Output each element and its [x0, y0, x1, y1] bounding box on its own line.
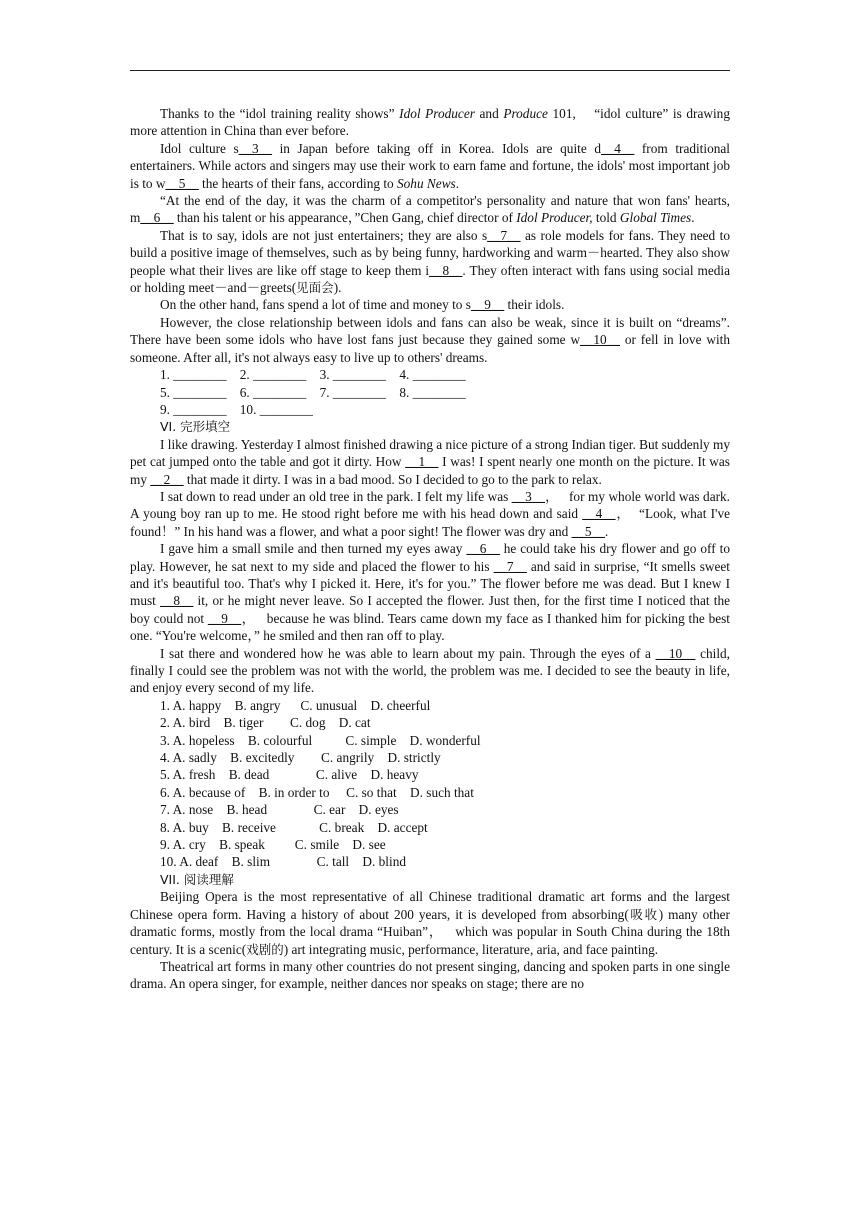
passage1-paragraph-1: Thanks to the “idol training reality shows” Idol Producer and Produce 101, “idol culture” is drawing more attention in China than ever before. [130, 106, 730, 139]
passage1-paragraph-3: “At the end of the day, it was the charm of a competitor's personality and nature that won fans' hearts, m__6__ than his talent or his appearance，”Chen Gang, chief director of Idol Producer, told Global Times. [130, 193, 730, 226]
option-row-4: 4. A. sadly B. excitedly C. angrily D. strictly [160, 750, 441, 766]
answer-blanks-row-1: 1. ________ 2. ________ 3. ________ 4. ________ [160, 367, 466, 383]
cloze-blank-8: __8__ [160, 593, 194, 609]
header-rule [130, 70, 730, 71]
blank-5: __5__ [165, 175, 199, 191]
passage1-paragraph-4: That is to say, idols are not just entertainers; they are also s__7__ as role models for fans. They need to build a positive image of themselves, such as by being funny, hardworking and warm－hearted. They also show people what their lives are like off stage to keep them i__8__. They often interact with fans using social media or holding meet－and－greets(见面会). [130, 227, 731, 296]
option-row-3: 3. A. hopeless B. colourful C. simple D. wonderful [160, 732, 481, 748]
option-row-2: 2. A. bird B. tiger C. dog D. cat [160, 715, 371, 731]
answer-blanks-row-2: 5. ________ 6. ________ 7. ________ 8. ________ [160, 384, 466, 400]
passage1-paragraph-6: However, the close relationship between idols and fans can also be weak, since it is built on “dreams”. There have been some idols who have lost fans just because they gained some w__10__ or fell in love with someone. After all, it's not always easy to live up to others' dreams. [130, 314, 730, 365]
option-row-1: 1. A. happy B. angry C. unusual D. cheerful [160, 697, 431, 713]
answer-blanks-row-3: 9. ________ 10. ________ [160, 401, 313, 417]
option-row-6: 6. A. because of B. in order to C. so that D. such that [160, 784, 474, 800]
option-row-8: 8. A. buy B. receive C. break D. accept [160, 819, 428, 835]
cloze-blank-5: __5__ [571, 523, 605, 539]
option-row-10: 10. A. deaf B. slim C. tall D. blind [160, 854, 406, 870]
cloze-blank-3: __3__ [511, 488, 546, 504]
option-row-5: 5. A. fresh B. dead C. alive D. heavy [160, 767, 419, 783]
cloze-blank-1: __1__ [405, 454, 439, 470]
reading-paragraph-2: Theatrical art forms in many other countries do not present singing, dancing and spoken parts in one single drama. An opera singer, for example, neither dances nor speaks on stage; there are no [130, 958, 730, 992]
blank-6: __6__ [140, 210, 174, 226]
reading-paragraph-1: Beijing Opera is the most representative of all Chinese traditional dramatic art forms and the largest Chinese opera form. Having a history of about 200 years, it is developed from absorbing(吸收) many other dramatic forms, mostly from the local drama “Huiban”， which was popular in South China during the 18th century. It is a scenic(戏剧的) art integrating music, performance, literature, aria, and face painting. [130, 889, 730, 957]
cloze-paragraph-4: I sat there and wondered how he was able to learn about my pain. Through the eyes of a __10__ child, finally I could see the problem was not with the world, the problem was me. I decided to see the beauty in life, and enjoy every second of my life. [130, 645, 730, 696]
section-7-heading: VII. 阅读理解 [160, 871, 234, 887]
cloze-blank-9: __9__ [207, 610, 242, 626]
cloze-blank-6: __6__ [466, 541, 500, 557]
option-row-9: 9. A. cry B. speak C. smile D. see [160, 837, 386, 853]
option-row-7: 7. A. nose B. head C. ear D. eyes [160, 802, 399, 818]
section-6-heading: VI. 完形填空 [160, 419, 231, 435]
cloze-paragraph-1: I like drawing. Yesterday I almost finished drawing a nice picture of a strong Indian tiger. But suddenly my pet cat jumped onto the table and got it dirty. How __1__ I was! I spent nearly one month on the picture. It was my __2__ that made it dirty. I was in a bad mood. So I decided to go to the park to relax. [130, 436, 730, 487]
passage1-paragraph-5: On the other hand, fans spend a lot of time and money to s__9__ their idols. [160, 297, 565, 313]
blank-10: __10__ [580, 332, 620, 348]
document-page [130, 105, 730, 993]
blank-3: __3__ [238, 140, 272, 156]
cloze-blank-10: __10__ [655, 645, 696, 661]
cloze-blank-7: __7__ [493, 558, 527, 574]
cloze-paragraph-2: I sat down to read under an old tree in the park. I felt my life was __3__， for my whole world was dark. A young boy ran up to me. He stood right before me with his head down and said __4__， “Look, what I've found！” In his hand was a flower, and what a poor sight! The flower was dry and __5__. [130, 488, 730, 539]
blank-8: __8__ [429, 262, 463, 278]
blank-7: __7__ [487, 227, 521, 243]
blank-9: __9__ [470, 297, 505, 313]
cloze-blank-2: __2__ [150, 471, 184, 487]
cloze-blank-4: __4__ [582, 506, 616, 522]
cloze-paragraph-3: I gave him a small smile and then turned my eyes away __6__ he could take his dry flower and go off to play. However, he sat next to my side and placed the flower to his __7__ and said in surprise, “It smells sweet and it's beautiful too. That's why I picked it. Here, it's for you.” The flower before me was dead. But I knew I must __8__ it, or he might never leave. So I accepted the flower. Just then, for the first time I noticed that the boy could not __9__， because he was blind. Tears came down my face as I thanked him for picking the best one. “You're welcome，” he smiled and then ran off to play. [130, 541, 731, 644]
blank-4: __4__ [601, 140, 635, 156]
passage1-paragraph-2: Idol culture s__3__ in Japan before taking off in Korea. Idols are quite d__4__ from traditional entertainers. While actors and singers may use their work to earn fame and fortune, the idols' most important job is to w__5__ the hearts of their fans, according to Sohu News. [130, 140, 730, 191]
